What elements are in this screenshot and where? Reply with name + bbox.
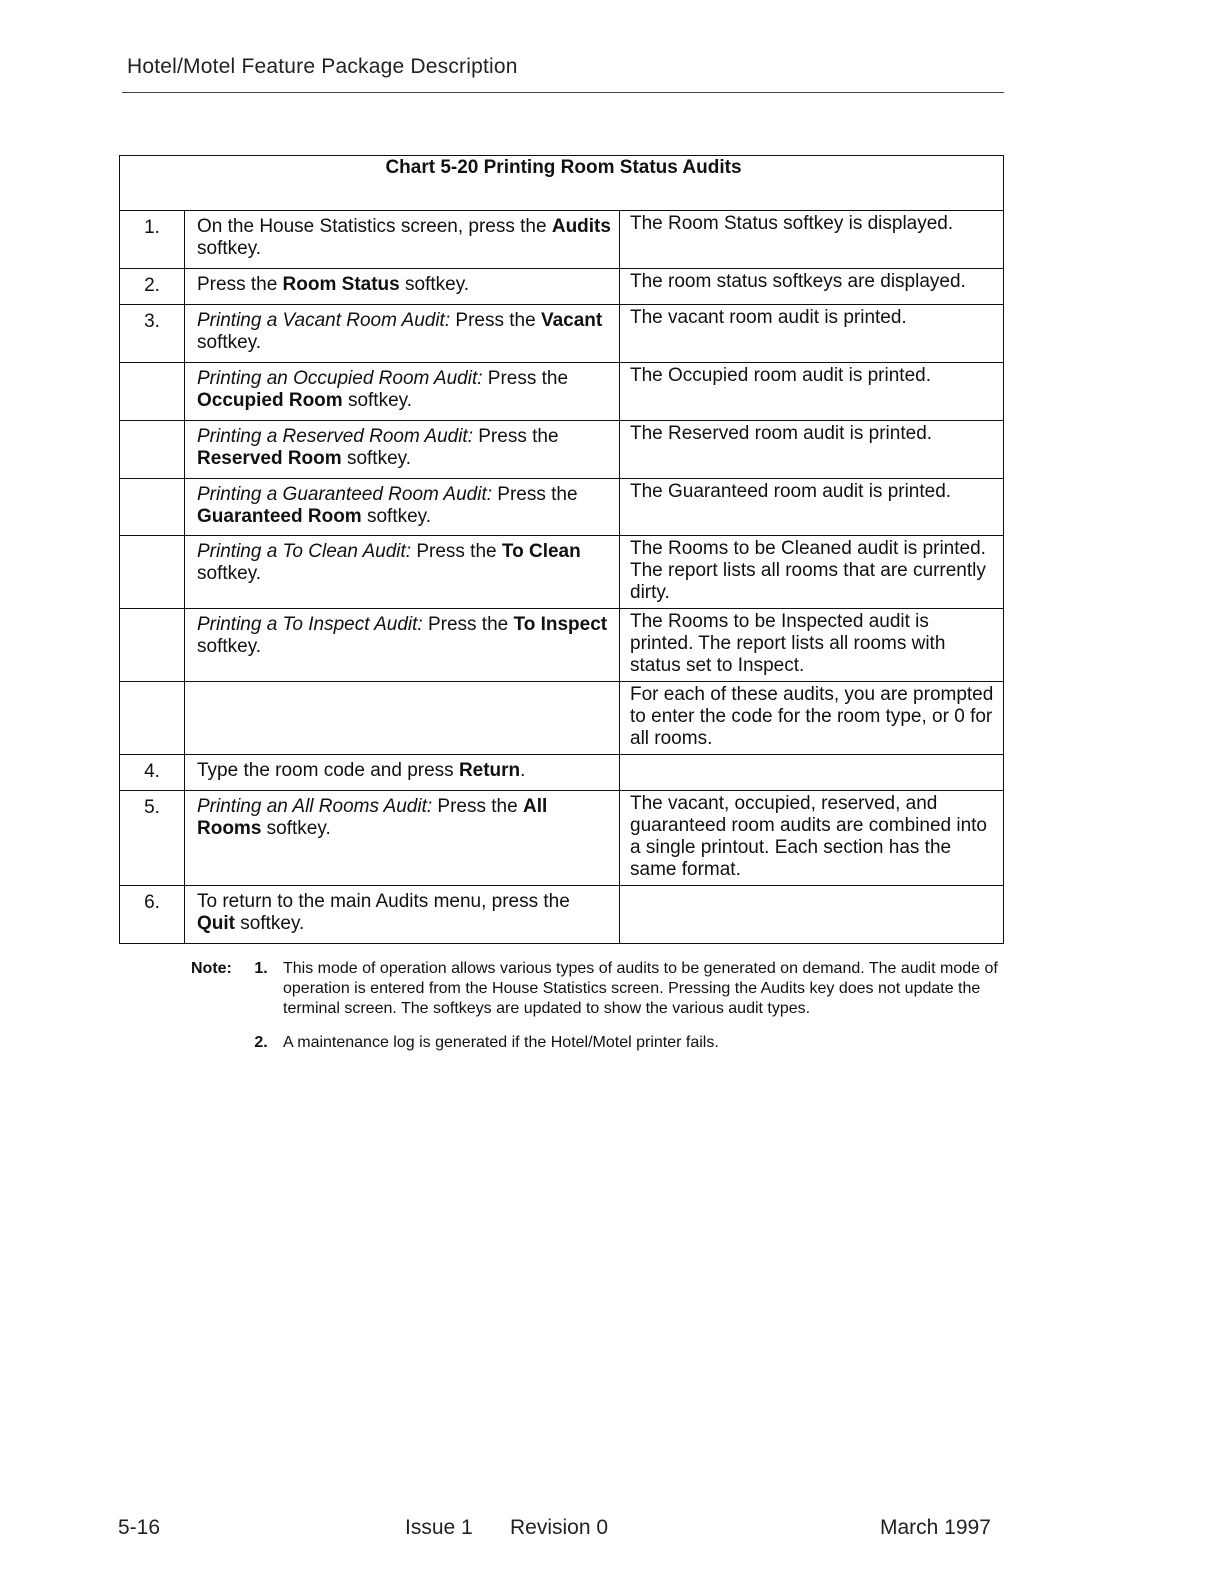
note-number: 2. [254,1034,268,1051]
procedure-chart [119,155,1004,944]
action-text-segment: Quit [197,913,235,934]
step-action [185,755,620,791]
chart-row [120,791,1004,886]
step-result [620,211,1004,269]
step-action [185,479,620,536]
result-text-segment: The room status softkeys are displayed. [630,271,966,292]
action-text-segment: Press the [492,484,578,505]
chart-row [120,479,1004,536]
action-text-segment: Press the [450,310,541,331]
step-number [120,421,185,479]
action-text-segment: Press the [432,796,523,817]
action-text-segment: Type the room code and press [197,760,459,781]
action-text-segment: softkey. [235,913,305,934]
header-divider [122,92,1004,93]
step-action [185,609,620,682]
footer-date: March 1997 [880,1516,991,1539]
step-number: 1. [120,211,185,269]
step-result [620,536,1004,609]
step-action [185,791,620,886]
action-text-segment: softkey. [197,332,262,353]
page-header-title: Hotel/Motel Feature Package Description [127,55,518,78]
action-text-segment: softkey. [361,506,432,527]
note-item [191,959,1006,1019]
step-action [185,536,620,609]
step-action [185,363,620,421]
step-result [620,609,1004,682]
chart-caption: Chart 5-20 Printing Room Status Audits [120,156,1004,211]
step-action [185,305,620,363]
result-text-segment: The Room Status softkey is displayed. [630,213,954,234]
step-action [185,886,620,944]
notes-section [191,959,1006,1053]
action-text-segment: Reserved Room [197,448,342,469]
action-text-segment: softkey. [197,238,262,259]
action-text-segment: softkey. [261,818,331,839]
action-text-segment: Printing a To Clean Audit: [197,541,412,562]
action-text-segment: softkey. [399,274,470,295]
step-result [620,682,1004,755]
action-text-segment: Printing an All Rooms Audit: [197,796,433,817]
action-text-segment: softkey. [197,563,262,584]
step-result [620,421,1004,479]
step-action [185,211,620,269]
action-text-segment: softkey. [197,636,262,657]
step-number [120,609,185,682]
step-result [620,269,1004,305]
result-text-segment: The Guaranteed room audit is printed. [630,481,952,502]
step-number: 2. [120,269,185,305]
step-number [120,682,185,755]
result-text-segment: The Rooms to be Cleaned audit is printed. The report lists all rooms that are currently dirty. [630,538,986,603]
step-number: 3. [120,305,185,363]
chart-row [120,269,1004,305]
chart-row [120,609,1004,682]
step-number: 4. [120,755,185,791]
action-text-segment: To Clean [501,541,581,562]
result-text-segment: The vacant room audit is printed. [630,307,907,328]
note-item [191,1033,1006,1053]
action-text-segment: Printing a Vacant Room Audit: [197,310,451,331]
action-text-segment: Room Status [282,274,400,295]
action-text-segment: Occupied Room [197,390,343,411]
step-result [620,363,1004,421]
result-text-segment: The Occupied room audit is printed. [630,365,931,386]
result-text-segment: The Reserved room audit is printed. [630,423,933,444]
note-number: 1. [254,960,268,977]
step-number [120,536,185,609]
chart-row [120,421,1004,479]
chart-body [120,211,1004,944]
action-text-segment: Press the [472,426,559,447]
action-text-segment: Press the [482,368,569,389]
footer-issue: Issue 1 [405,1516,473,1539]
action-text-segment: Vacant [540,310,603,331]
step-number: 6. [120,886,185,944]
note-text: This mode of operation allows various types of audits to be generated on demand. The audit mode of operation is entered from the House Statistics screen. Pressing the Audits key does not update the terminal screen. The softkeys are updated to show the various audit types. [283,960,998,1017]
action-text-segment: Press the [197,274,283,295]
action-text-segment: To Inspect [513,614,608,635]
step-number [120,363,185,421]
step-action [185,421,620,479]
action-text-segment: Audits [551,216,611,237]
step-result [620,886,1004,944]
result-text-segment: The vacant, occupied, reserved, and guaranteed room audits are combined into a single printout. Each section has the same format. [630,793,988,880]
step-result [620,755,1004,791]
chart-row [120,886,1004,944]
step-action [185,682,620,755]
footer-revision: Revision 0 [510,1516,609,1539]
action-text-segment: To return to the main Audits menu, press the [197,891,570,912]
footer-page-number: 5-16 [118,1516,161,1539]
result-text-segment: The Rooms to be Inspected audit is printed. The report lists all rooms with status set to Inspect. [630,611,946,676]
note-text: A maintenance log is generated if the Hotel/Motel printer fails. [283,1034,719,1051]
chart-row [120,755,1004,791]
action-text-segment: Printing a Guaranteed Room Audit: [197,484,493,505]
chart-row [120,305,1004,363]
step-number: 5. [120,791,185,886]
chart-row [120,536,1004,609]
action-text-segment: Press the [422,614,514,635]
step-result [620,791,1004,886]
action-text-segment: On the House Statistics screen, press the [197,216,552,237]
step-result [620,479,1004,536]
action-text-segment: . [520,760,526,781]
chart-row [120,682,1004,755]
step-result [620,305,1004,363]
action-text-segment: Printing a Reserved Room Audit: [197,426,473,447]
step-number [120,479,185,536]
note-label: Note: [191,960,232,977]
action-text-segment: All Rooms [197,796,548,839]
action-text-segment: Guaranteed Room [197,506,362,527]
action-text-segment: Press the [411,541,502,562]
action-text-segment: softkey. [342,390,413,411]
result-text-segment: For each of these audits, you are prompted to enter the code for the room type, or 0 for all rooms. [630,684,994,749]
chart-row [120,363,1004,421]
action-text-segment: Printing a To Inspect Audit: [197,614,423,635]
action-text-segment: softkey. [341,448,412,469]
step-action [185,269,620,305]
action-text-segment: Printing an Occupied Room Audit: [197,368,483,389]
action-text-segment: Return [458,760,521,781]
chart-row [120,211,1004,269]
